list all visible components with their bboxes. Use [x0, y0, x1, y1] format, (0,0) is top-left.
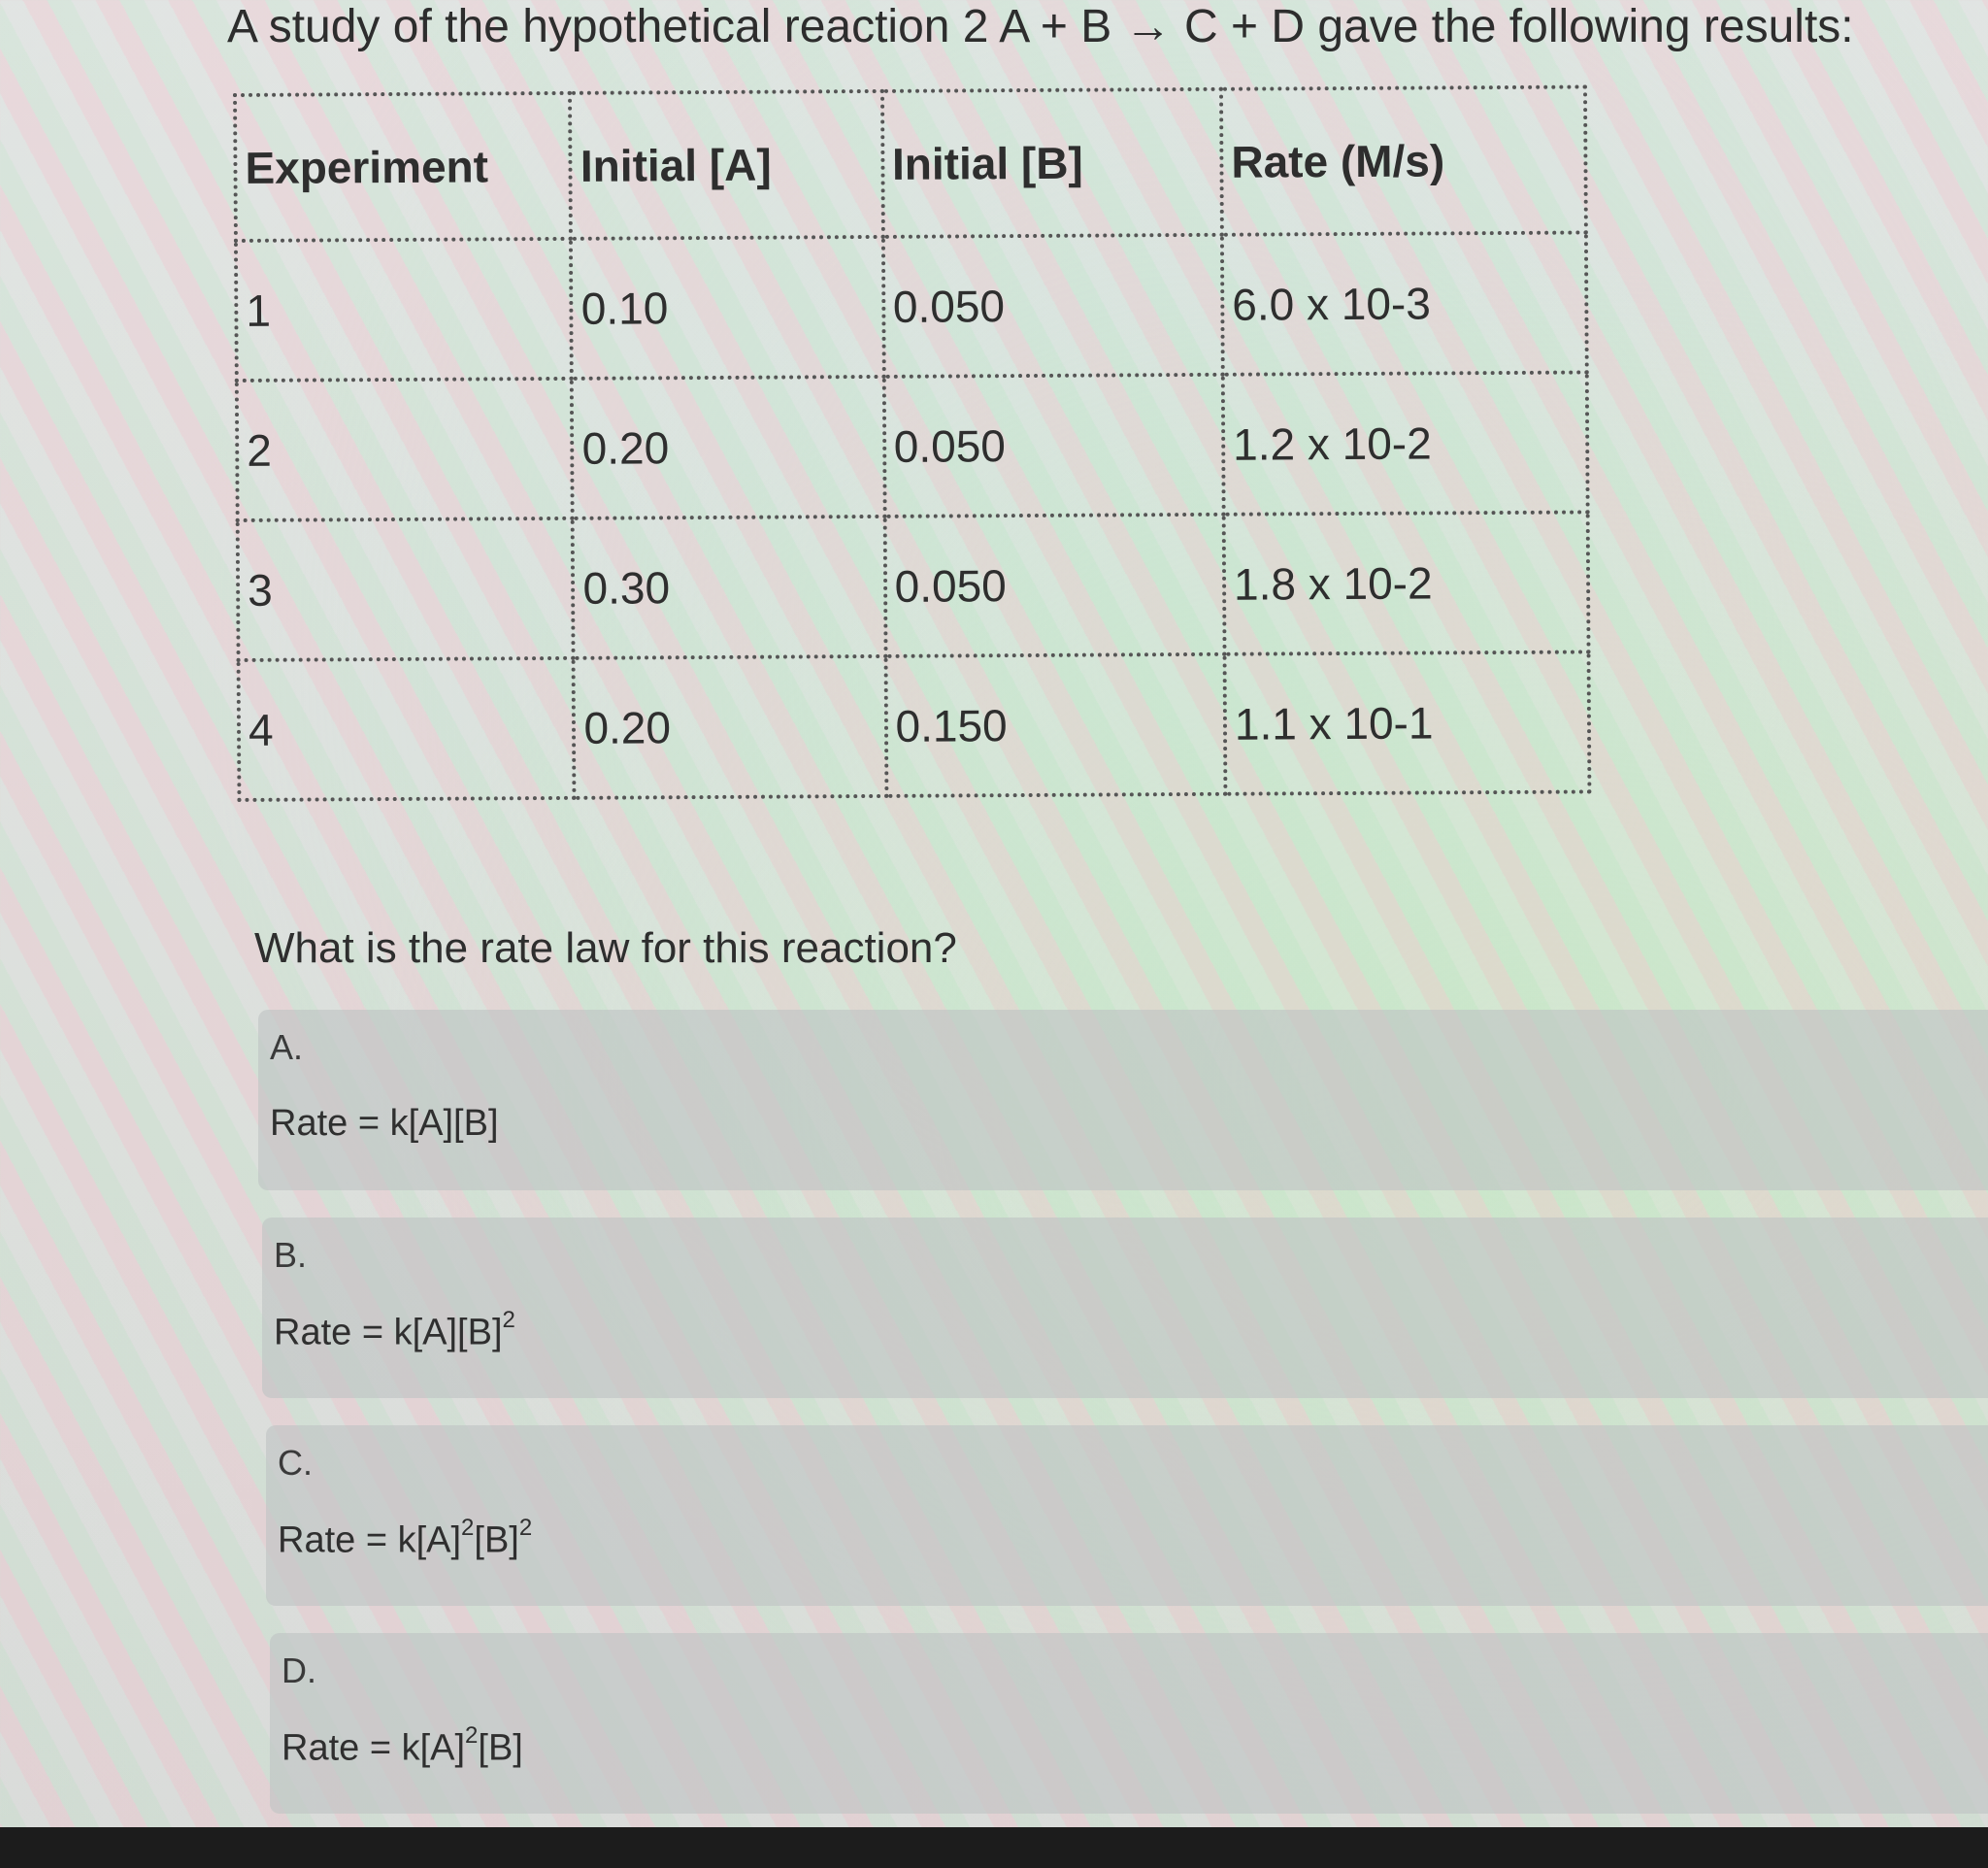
- option-letter: B.: [274, 1235, 308, 1275]
- cell-initial-a: 0.20: [572, 377, 884, 518]
- cell-initial-b: 0.050: [883, 375, 1223, 517]
- option-formula: [278, 1515, 533, 1562]
- header-rate: Rate (M/s): [1221, 86, 1586, 234]
- cell-initial-b: 0.150: [885, 654, 1225, 796]
- cell-experiment: 1: [236, 239, 572, 381]
- formula-text: Rate = k[A][B]: [274, 1312, 503, 1353]
- formula-text: [B]: [474, 1519, 519, 1561]
- option-letter: D.: [282, 1651, 316, 1690]
- table-row: [237, 372, 1588, 519]
- formula-exponent: 2: [518, 1515, 533, 1541]
- answer-option-c[interactable]: [266, 1425, 1988, 1606]
- formula-text: Rate = k[A][B]: [270, 1103, 499, 1144]
- cell-initial-b: 0.050: [884, 515, 1224, 656]
- cell-initial-b: 0.050: [882, 235, 1222, 377]
- answer-option-d[interactable]: [270, 1633, 1988, 1814]
- cell-initial-a: 0.20: [574, 656, 886, 798]
- option-letter: C.: [278, 1443, 313, 1483]
- table-row: [238, 512, 1589, 659]
- question-title: A study of the hypothetical reaction 2 A + B → C + D gave the following results:: [227, 1, 1854, 52]
- cell-initial-a: 0.10: [571, 237, 883, 379]
- formula-exponent: 2: [461, 1515, 475, 1541]
- formula-text: Rate = k[A]: [278, 1519, 462, 1561]
- formula-text: Rate = k[A]: [282, 1727, 466, 1769]
- header-initial-a: Initial [A]: [570, 91, 882, 239]
- cell-rate: 1.1 x 10-1: [1224, 651, 1589, 793]
- question-prompt: What is the rate law for this reaction?: [254, 924, 957, 972]
- answer-option-b[interactable]: [262, 1218, 1988, 1398]
- results-table: [233, 84, 1591, 802]
- formula-exponent: 2: [502, 1307, 515, 1333]
- formula-exponent: 2: [465, 1722, 479, 1749]
- answer-option-a[interactable]: [258, 1010, 1988, 1190]
- option-formula: [282, 1722, 523, 1770]
- formula-text: [B]: [478, 1727, 523, 1769]
- table-row: [239, 651, 1590, 799]
- option-letter: A.: [270, 1027, 304, 1067]
- cell-rate: 6.0 x 10-3: [1222, 232, 1587, 374]
- cell-rate: 1.2 x 10-2: [1223, 372, 1588, 514]
- option-formula: [270, 1103, 499, 1145]
- screen-bezel: [0, 1827, 1988, 1868]
- table-header-row: [235, 86, 1586, 240]
- cell-rate: 1.8 x 10-2: [1224, 512, 1589, 653]
- cell-experiment: 2: [237, 379, 573, 520]
- cell-experiment: 3: [238, 518, 574, 660]
- option-formula: [274, 1307, 515, 1354]
- cell-experiment: 4: [239, 658, 575, 800]
- header-initial-b: Initial [B]: [882, 89, 1222, 237]
- header-experiment: Experiment: [235, 93, 571, 241]
- table-row: [236, 232, 1587, 380]
- cell-initial-a: 0.30: [573, 517, 885, 658]
